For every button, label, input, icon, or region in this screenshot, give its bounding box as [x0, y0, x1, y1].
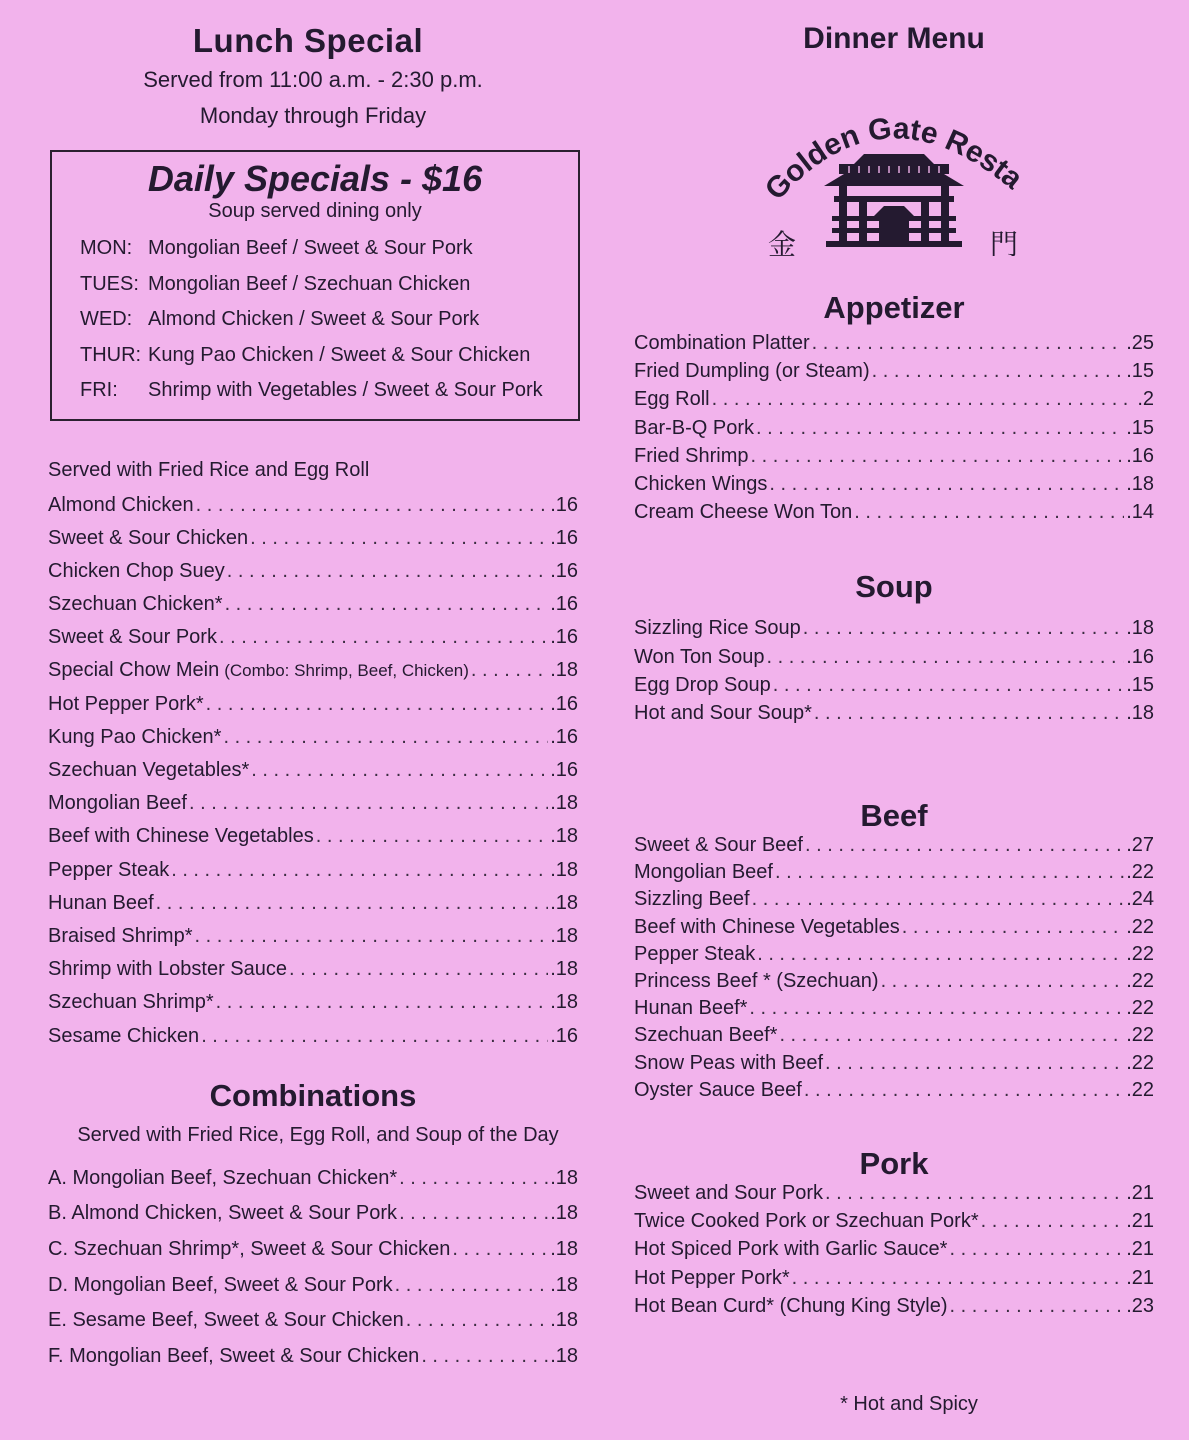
item-detail: (Combo: Shrimp, Beef, Chicken) — [224, 661, 469, 681]
dot-leader — [769, 473, 1124, 496]
dot-leader — [825, 1052, 1124, 1075]
dot-leader — [803, 617, 1124, 640]
pork-title: Pork — [859, 1145, 929, 1181]
dot-leader — [156, 892, 549, 915]
lunch-menu-item — [48, 726, 578, 759]
combinations-title: Combinations — [209, 1077, 417, 1113]
dot-leader — [712, 388, 1136, 411]
item-name: Hunan Beef* — [634, 997, 748, 1020]
logo-name: Golden Gate Resta — [758, 112, 1029, 207]
item-name: F. Mongolian Beef, Sweet & Sour Chicken — [48, 1345, 420, 1368]
item-name: Szechuan Vegetables* — [48, 759, 250, 781]
lunch-special-title: Lunch Special — [192, 22, 424, 59]
pagoda-icon — [634, 56, 1154, 256]
item-name: Chicken Wings — [634, 472, 768, 495]
item-name: Sweet and Sour Pork — [634, 1181, 823, 1204]
pork-item — [634, 1295, 1154, 1323]
dot-leader — [395, 1274, 549, 1297]
dot-leader — [902, 916, 1124, 939]
beef-item — [634, 997, 1154, 1024]
day-items: Almond Chicken / Sweet & Sour Pork — [148, 308, 480, 330]
dot-leader — [171, 859, 548, 882]
lunch-menu-item — [48, 892, 578, 925]
dot-leader — [406, 1309, 548, 1332]
dot-leader — [216, 991, 549, 1014]
dot-leader — [196, 494, 549, 517]
dot-leader — [399, 1202, 548, 1225]
item-name: Oyster Sauce Beef — [634, 1078, 802, 1101]
logo-char-right: 門 — [990, 228, 1019, 256]
item-name: Fried Shrimp — [634, 444, 749, 467]
item-price: .14 — [1126, 501, 1154, 524]
dinner-column — [634, 22, 1154, 1416]
item-price: .18 — [550, 825, 578, 848]
dot-leader — [981, 1210, 1125, 1233]
item-price: .22 — [1126, 1051, 1154, 1074]
item-name: E. Sesame Beef, Sweet & Sour Chicken — [48, 1309, 404, 1332]
beef-item — [634, 888, 1154, 915]
item-price: .18 — [550, 792, 578, 815]
dot-leader — [421, 1345, 548, 1368]
dot-leader — [471, 659, 548, 682]
item-price: .21 — [1126, 1266, 1154, 1289]
lunch-menu-item — [48, 560, 578, 593]
combination-item — [48, 1309, 578, 1345]
item-name: Sweet & Sour Pork — [48, 626, 217, 649]
lunch-menu-item — [48, 792, 578, 825]
dot-leader — [399, 1167, 548, 1190]
day-label: TUES: — [80, 272, 139, 295]
dot-leader — [195, 925, 549, 948]
beef-item — [634, 1052, 1154, 1079]
item-name: Fried Dumpling (or Steam) — [634, 360, 870, 383]
lunch-menu-item — [48, 626, 578, 659]
pork-item — [634, 1238, 1154, 1266]
item-price: .16 — [1126, 645, 1154, 668]
beef-item — [634, 861, 1154, 888]
item-name: Mongolian Beef — [48, 792, 187, 815]
item-price: .16 — [550, 759, 578, 781]
item-price: .22 — [1126, 915, 1154, 938]
dot-leader — [766, 646, 1124, 669]
lunch-menu-item — [48, 825, 578, 858]
item-price: .18 — [550, 1273, 578, 1296]
item-price: .22 — [1126, 1024, 1154, 1047]
dot-leader — [775, 861, 1124, 884]
item-name: Won Ton Soup — [634, 645, 765, 668]
appetizer-item — [634, 360, 1154, 388]
dot-leader — [752, 888, 1125, 911]
item-price: .15 — [1126, 673, 1154, 696]
item-name: Szechuan Shrimp* — [48, 991, 214, 1014]
item-name: Egg Drop Soup — [634, 673, 771, 696]
lunch-menu-item — [48, 693, 578, 726]
lunch-menu-item — [48, 527, 578, 560]
item-name: Pepper Steak — [634, 942, 756, 965]
item-price: .22 — [1126, 861, 1154, 884]
dot-leader — [250, 527, 548, 550]
item-name: Hunan Beef — [48, 891, 154, 914]
item-name: Special Chow Mein — [48, 659, 220, 682]
dot-leader — [189, 792, 548, 815]
item-name: Sweet & Sour Beef — [634, 834, 803, 857]
dot-leader — [779, 1024, 1124, 1047]
dot-leader — [289, 958, 548, 981]
beef-item — [634, 916, 1154, 943]
daily-special-row — [80, 231, 578, 267]
appetizer-item — [634, 473, 1154, 501]
lunch-menu-item — [48, 991, 578, 1024]
lunch-days: Monday through Friday — [199, 103, 427, 128]
item-price: .22 — [1126, 1078, 1154, 1101]
item-name: Egg Roll — [634, 388, 710, 411]
item-price: .21 — [1126, 1238, 1154, 1261]
item-name: Hot Pepper Pork* — [634, 1266, 790, 1289]
appetizer-title: Appetizer — [823, 290, 965, 325]
daily-special-row — [80, 373, 578, 409]
item-price: .18 — [550, 659, 578, 682]
item-price: .18 — [550, 991, 578, 1014]
item-price: .27 — [1126, 834, 1154, 857]
lunch-menu-item — [48, 494, 578, 527]
item-price: .18 — [550, 958, 578, 981]
pork-item — [634, 1210, 1154, 1238]
combination-item — [48, 1238, 578, 1274]
beef-item — [634, 970, 1154, 997]
dot-leader — [316, 825, 548, 848]
item-price: .15 — [1126, 416, 1154, 439]
item-name: Hot and Sour Soup* — [634, 701, 812, 724]
daily-specials-title: Daily Specials - $16 — [147, 158, 483, 199]
appetizer-list — [634, 332, 1154, 529]
dot-leader — [452, 1238, 548, 1261]
item-price: .21 — [1126, 1181, 1154, 1204]
item-name: Beef with Chinese Vegetables — [634, 915, 900, 938]
dot-leader — [206, 693, 549, 716]
item-price: .18 — [550, 1166, 578, 1189]
item-price: .18 — [550, 858, 578, 881]
day-label: WED: — [80, 308, 133, 330]
dot-leader — [219, 626, 548, 649]
item-name: Snow Peas with Beef — [634, 1051, 823, 1074]
dot-leader — [814, 702, 1124, 725]
beef-item — [634, 1024, 1154, 1051]
dot-leader — [225, 593, 549, 616]
item-price: .16 — [550, 526, 578, 549]
daily-special-row — [80, 267, 578, 303]
dot-leader — [227, 560, 548, 583]
daily-specials-box — [50, 150, 580, 421]
lunch-column — [48, 22, 578, 1381]
item-name: Sweet & Sour Chicken — [48, 526, 249, 549]
dot-leader — [804, 1079, 1124, 1102]
day-label: FRI: — [80, 379, 118, 401]
dinner-menu-title: Dinner Menu — [803, 22, 985, 55]
dot-leader — [950, 1295, 1125, 1318]
hot-spicy-footnote: * Hot and Spicy — [840, 1392, 978, 1415]
dot-leader — [750, 445, 1124, 468]
dot-leader — [773, 674, 1124, 697]
combination-item — [48, 1202, 578, 1238]
soup-item — [634, 702, 1154, 730]
item-price: .16 — [550, 692, 578, 715]
item-name: Beef with Chinese Vegetables — [48, 825, 314, 848]
appetizer-item — [634, 388, 1154, 416]
lunch-menu-item — [48, 1025, 578, 1058]
beef-list — [634, 834, 1154, 1106]
item-name: Pepper Steak — [48, 858, 170, 881]
soup-list — [634, 617, 1154, 730]
beef-item — [634, 834, 1154, 861]
combinations-served-with: Served with Fried Rice, Egg Roll, and Soup of the Day — [77, 1123, 559, 1146]
lunch-menu-item — [48, 859, 578, 892]
dot-leader — [757, 943, 1124, 966]
item-price: .21 — [1126, 1210, 1154, 1233]
dot-leader — [251, 759, 548, 782]
combinations-list — [48, 1167, 578, 1381]
item-name: C. Szechuan Shrimp*, Sweet & Sour Chicken — [48, 1238, 451, 1261]
item-name: Twice Cooked Pork or Szechuan Pork* — [634, 1210, 979, 1233]
day-items: Mongolian Beef / Sweet & Sour Pork — [148, 237, 473, 259]
item-name: Braised Shrimp* — [48, 924, 193, 947]
item-price: .16 — [550, 1024, 578, 1047]
dot-leader — [223, 726, 548, 749]
item-price: .16 — [550, 493, 578, 516]
item-price: .16 — [550, 626, 578, 649]
daily-special-row — [80, 338, 578, 374]
dot-leader — [872, 360, 1125, 383]
day-items: Kung Pao Chicken / Sweet & Sour Chicken — [148, 343, 531, 366]
item-price: .16 — [1126, 444, 1154, 467]
item-name: Kung Pao Chicken* — [48, 725, 222, 748]
item-price: .2 — [1137, 388, 1154, 411]
dot-leader — [881, 970, 1125, 993]
pork-item — [634, 1182, 1154, 1210]
dot-leader — [812, 332, 1125, 355]
soup-title: Soup — [855, 569, 933, 605]
lunch-served-with: Served with Fried Rice and Egg Roll — [48, 458, 370, 481]
item-name: Hot Pepper Pork* — [48, 692, 204, 715]
item-name: Sizzling Rice Soup — [634, 617, 801, 640]
item-name: D. Mongolian Beef, Sweet & Sour Pork — [48, 1273, 393, 1296]
dot-leader — [749, 997, 1124, 1020]
item-price: .18 — [550, 1238, 578, 1261]
appetizer-item — [634, 417, 1154, 445]
item-price: .22 — [1126, 997, 1154, 1020]
item-name: Almond Chicken — [48, 493, 194, 516]
item-price: .25 — [1126, 332, 1154, 354]
item-name: Hot Spiced Pork with Garlic Sauce* — [634, 1238, 948, 1261]
pork-item — [634, 1267, 1154, 1295]
item-name: Szechuan Chicken* — [48, 593, 223, 616]
item-name: Chicken Chop Suey — [48, 559, 225, 582]
item-price: .18 — [550, 1345, 578, 1368]
beef-item — [634, 1079, 1154, 1106]
item-name: A. Mongolian Beef, Szechuan Chicken* — [48, 1166, 398, 1189]
daily-specials-list — [80, 231, 578, 409]
day-label: MON: — [80, 237, 133, 259]
item-price: .18 — [1126, 617, 1154, 640]
item-name: Princess Beef * (Szechuan) — [634, 970, 879, 992]
lunch-menu-item — [48, 759, 578, 792]
item-name: Szechuan Beef* — [634, 1024, 778, 1047]
daily-specials-note: Soup served dining only — [208, 200, 422, 222]
restaurant-logo — [634, 56, 1154, 256]
item-name: Bar-B-Q Pork — [634, 416, 755, 439]
appetizer-item — [634, 332, 1154, 360]
item-name: Cream Cheese Won Ton — [634, 501, 853, 524]
item-price: .18 — [550, 1202, 578, 1225]
item-name: Combination Platter — [634, 332, 810, 354]
combination-item — [48, 1167, 578, 1203]
dot-leader — [792, 1267, 1125, 1290]
appetizer-item — [634, 445, 1154, 473]
item-price: .16 — [550, 559, 578, 582]
item-price: .18 — [1126, 701, 1154, 724]
lunch-menu-item — [48, 925, 578, 958]
item-price: .18 — [550, 1309, 578, 1332]
item-name: B. Almond Chicken, Sweet & Sour Pork — [48, 1202, 398, 1225]
lunch-menu-item — [48, 958, 578, 991]
item-price: .23 — [1126, 1294, 1154, 1317]
logo-char-left: 金 — [768, 228, 797, 256]
dot-leader — [949, 1238, 1124, 1261]
dot-leader — [854, 501, 1124, 524]
day-label: THUR: — [80, 343, 142, 366]
day-items: Shrimp with Vegetables / Sweet & Sour Pork — [148, 379, 543, 401]
item-name: Shrimp with Lobster Sauce — [48, 958, 288, 981]
pork-list — [634, 1182, 1154, 1323]
lunch-items-list — [48, 494, 578, 1058]
combination-item — [48, 1345, 578, 1381]
combination-item — [48, 1274, 578, 1310]
beef-item — [634, 943, 1154, 970]
item-price: .16 — [550, 725, 578, 748]
soup-item — [634, 617, 1154, 645]
dot-leader — [201, 1025, 548, 1048]
dot-leader — [825, 1182, 1124, 1205]
item-price: .18 — [550, 924, 578, 947]
lunch-hours: Served from 11:00 a.m. - 2:30 p.m. — [143, 67, 483, 92]
item-price: .15 — [1126, 360, 1154, 383]
lunch-menu-item — [48, 659, 578, 692]
item-price: .22 — [1126, 970, 1154, 992]
lunch-menu-item — [48, 593, 578, 626]
dot-leader — [756, 417, 1124, 440]
item-price: .16 — [550, 593, 578, 616]
item-price: .18 — [1126, 472, 1154, 495]
item-name: Sesame Chicken — [48, 1024, 200, 1047]
beef-title: Beef — [860, 798, 928, 834]
soup-item — [634, 646, 1154, 674]
daily-special-row — [80, 302, 578, 338]
appetizer-item — [634, 501, 1154, 529]
item-name: Sizzling Beef — [634, 888, 750, 911]
item-name: Hot Bean Curd* (Chung King Style) — [634, 1294, 948, 1317]
soup-item — [634, 674, 1154, 702]
dot-leader — [805, 834, 1124, 857]
item-name: Mongolian Beef — [634, 861, 773, 884]
item-price: .18 — [550, 891, 578, 914]
item-price: .24 — [1126, 888, 1154, 911]
item-price: .22 — [1126, 942, 1154, 965]
day-items: Mongolian Beef / Szechuan Chicken — [148, 272, 471, 295]
